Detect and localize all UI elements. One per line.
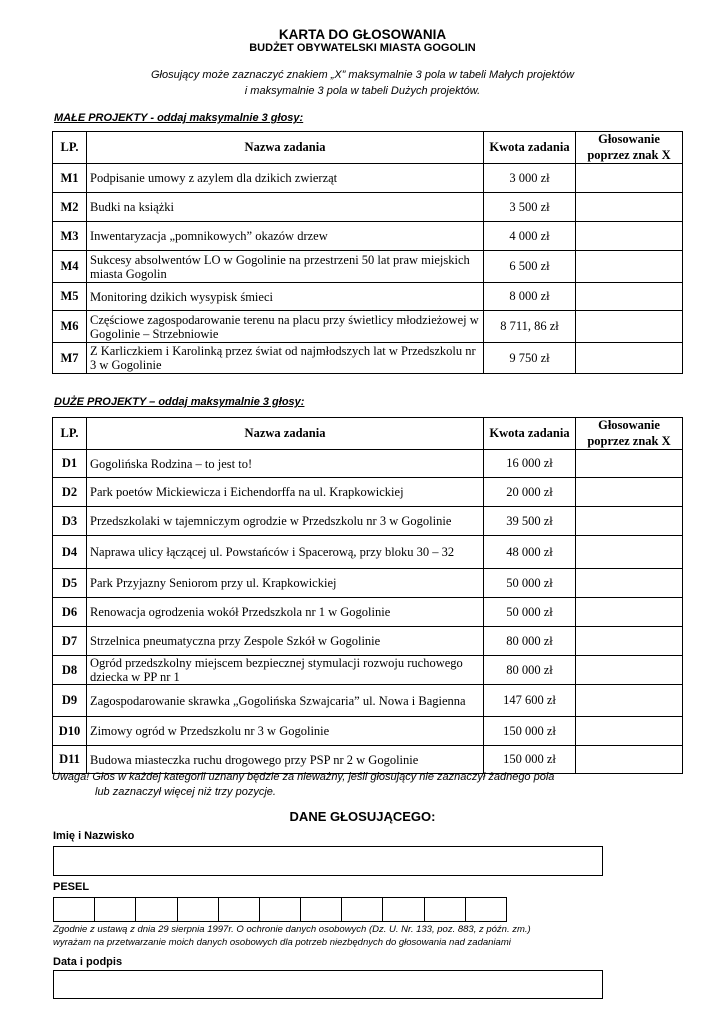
project-lp: D8 [53, 656, 87, 685]
project-name: Z Karliczkiem i Karolinką przez świat od najmłodszych lat w Przedszkolu nr 3 w Gogolinie [87, 343, 484, 374]
pesel-digit-box[interactable] [177, 898, 218, 922]
project-amount: 4 000 zł [484, 222, 576, 251]
large-projects-rows [53, 450, 683, 774]
large-projects-heading: DUŻE PROJEKTY – oddaj maksymalnie 3 głosy: [54, 396, 305, 408]
small-projects-rows [53, 164, 683, 374]
column-header-lp: LP. [53, 418, 87, 450]
project-amount: 8 711, 86 zł [484, 311, 576, 343]
project-row [53, 450, 683, 478]
project-amount: 6 500 zł [484, 251, 576, 283]
project-amount: 3 000 zł [484, 164, 576, 193]
pesel-digit-box[interactable] [218, 898, 259, 922]
column-header-name: Nazwa zadania [87, 132, 484, 164]
vote-checkbox-cell[interactable] [576, 656, 683, 685]
column-header-amount: Kwota zadania [484, 132, 576, 164]
small-projects-heading: MAŁE PROJEKTY - oddaj maksymalnie 3 głosy: [54, 112, 304, 124]
project-row [53, 343, 683, 374]
project-amount: 150 000 zł [484, 717, 576, 746]
project-amount: 147 600 zł [484, 685, 576, 717]
pesel-digit-box[interactable] [383, 898, 424, 922]
project-amount: 8 000 zł [484, 283, 576, 311]
instructions-line-2: i maksymalnie 3 pola w tabeli Dużych projektów. [244, 85, 481, 97]
project-name: Zimowy ogród w Przedszkolu nr 3 w Gogolinie [87, 717, 484, 746]
vote-checkbox-cell[interactable] [576, 283, 683, 311]
date-signature-field[interactable] [53, 970, 603, 999]
pesel-digit-box[interactable] [54, 898, 95, 922]
pesel-label: PESEL [53, 881, 90, 893]
project-lp: M6 [53, 311, 87, 343]
project-amount: 50 000 zł [484, 598, 576, 627]
project-amount: 50 000 zł [484, 569, 576, 598]
project-lp: M3 [53, 222, 87, 251]
project-amount: 3 500 zł [484, 193, 576, 222]
ballot-subtitle: BUDŻET OBYWATELSKI MIASTA GOGOLIN [249, 42, 476, 54]
project-name: Monitoring dzikich wysypisk śmieci [87, 283, 484, 311]
project-row [53, 536, 683, 569]
project-lp: D2 [53, 478, 87, 507]
pesel-digit-box[interactable] [95, 898, 136, 922]
voter-data-heading: DANE GŁOSUJĄCEGO: [289, 809, 436, 824]
project-lp: D1 [53, 450, 87, 478]
project-amount: 39 500 zł [484, 507, 576, 536]
project-amount: 80 000 zł [484, 627, 576, 656]
project-row [53, 507, 683, 536]
vote-checkbox-cell[interactable] [576, 478, 683, 507]
vote-checkbox-cell[interactable] [576, 343, 683, 374]
project-name: Podpisanie umowy z azylem dla dzikich zwierząt [87, 164, 484, 193]
vote-checkbox-cell[interactable] [576, 598, 683, 627]
project-row [53, 478, 683, 507]
vote-checkbox-cell[interactable] [576, 164, 683, 193]
project-row [53, 569, 683, 598]
vote-checkbox-cell[interactable] [576, 193, 683, 222]
project-row [53, 598, 683, 627]
vote-checkbox-cell[interactable] [576, 222, 683, 251]
ballot-title: KARTA DO GŁOSOWANIA [278, 27, 447, 42]
full-name-label: Imię i Nazwisko [53, 830, 135, 842]
project-amount: 9 750 zł [484, 343, 576, 374]
column-header-lp: LP. [53, 132, 87, 164]
project-name: Sukcesy absolwentów LO w Gogolinie na przestrzeni 50 lat praw miejskich miasta Gogolin [87, 251, 484, 283]
project-lp: M2 [53, 193, 87, 222]
project-amount: 48 000 zł [484, 536, 576, 569]
project-row [53, 222, 683, 251]
pesel-digit-box[interactable] [259, 898, 300, 922]
project-row [53, 283, 683, 311]
project-row [53, 656, 683, 685]
column-header-amount: Kwota zadania [484, 418, 576, 450]
project-lp: M5 [53, 283, 87, 311]
vote-checkbox-cell[interactable] [576, 746, 683, 774]
project-name: Renowacja ogrodzenia wokół Przedszkola nr 1 w Gogolinie [87, 598, 484, 627]
vote-checkbox-cell[interactable] [576, 627, 683, 656]
project-row [53, 193, 683, 222]
project-name: Ogród przedszkolny miejscem bezpiecznej stymulacji rozwoju ruchowego dziecka w PP nr 1 [87, 656, 484, 685]
project-name: Inwentaryzacja „pomnikowych” okazów drzew [87, 222, 484, 251]
project-row [53, 164, 683, 193]
project-amount: 16 000 zł [484, 450, 576, 478]
vote-checkbox-cell[interactable] [576, 450, 683, 478]
column-header-vote: Głosowanie poprzez znak X [576, 132, 683, 164]
project-lp: M7 [53, 343, 87, 374]
pesel-digit-box[interactable] [136, 898, 177, 922]
project-name: Przedszkolaki w tajemniczym ogrodzie w Przedszkolu nr 3 w Gogolinie [87, 507, 484, 536]
project-lp: D9 [53, 685, 87, 717]
project-name: Naprawa ulicy łączącej ul. Powstańców i Spacerową, przy bloku 30 – 32 [87, 536, 484, 569]
full-name-field[interactable] [53, 846, 603, 876]
vote-checkbox-cell[interactable] [576, 507, 683, 536]
project-lp: D4 [53, 536, 87, 569]
project-lp: D5 [53, 569, 87, 598]
project-lp: D3 [53, 507, 87, 536]
vote-checkbox-cell[interactable] [576, 685, 683, 717]
pesel-digit-box[interactable] [424, 898, 465, 922]
project-name: Częściowe zagospodarowanie terenu na placu przy świetlicy młodzieżowej w Gogolinie – Strzebniowie [87, 311, 484, 343]
column-header-name: Nazwa zadania [87, 418, 484, 450]
project-name: Budki na książki [87, 193, 484, 222]
column-header-vote: Głosowanie poprzez znak X [576, 418, 683, 450]
project-lp: D11 [53, 746, 87, 774]
instructions-line-1: Głosujący może zaznaczyć znakiem „X” maksymalnie 3 pola w tabeli Małych projektów [150, 69, 575, 81]
large-projects-table [52, 417, 683, 774]
pesel-field[interactable] [53, 897, 507, 922]
project-row [53, 717, 683, 746]
project-row [53, 746, 683, 774]
project-amount: 150 000 zł [484, 746, 576, 774]
project-lp: D6 [53, 598, 87, 627]
project-name: Strzelnica pneumatyczna przy Zespole Szkół w Gogolinie [87, 627, 484, 656]
date-signature-label: Data i podpis [53, 956, 123, 968]
pesel-digit-box[interactable] [465, 898, 506, 922]
project-lp: D7 [53, 627, 87, 656]
consent-line-2: wyrażam na przetwarzanie moich danych osobowych dla potrzeb niezbędnych do głosowania nad zadaniami [53, 937, 511, 948]
vote-checkbox-cell[interactable] [576, 311, 683, 343]
consent-line-1: Zgodnie z ustawą z dnia 29 sierpnia 1997r. O ochronie danych osobowych (Dz. U. Nr. 133, poz. 883, z późn. zm.) [53, 924, 531, 935]
vote-checkbox-cell[interactable] [576, 717, 683, 746]
project-name: Park Przyjazny Seniorom przy ul. Krapkowickiej [87, 569, 484, 598]
project-name: Budowa miasteczka ruchu drogowego przy PSP nr 2 w Gogolinie [87, 746, 484, 774]
project-name: Zagospodarowanie skrawka „Gogolińska Szwajcaria” ul. Nowa i Bagienna [87, 685, 484, 717]
project-row [53, 685, 683, 717]
vote-checkbox-cell[interactable] [576, 536, 683, 569]
warning-line-1: Uwaga! Głos w każdej kategorii uznany będzie za nieważny, jeśli głosujący nie zaznaczył żadnego pola [52, 771, 555, 783]
project-lp: M4 [53, 251, 87, 283]
project-lp: D10 [53, 717, 87, 746]
small-projects-table [52, 131, 683, 374]
pesel-digit-box[interactable] [342, 898, 383, 922]
project-amount: 80 000 zł [484, 656, 576, 685]
vote-checkbox-cell[interactable] [576, 251, 683, 283]
project-amount: 20 000 zł [484, 478, 576, 507]
pesel-digit-box[interactable] [301, 898, 342, 922]
project-lp: M1 [53, 164, 87, 193]
project-name: Gogolińska Rodzina – to jest to! [87, 450, 484, 478]
project-row [53, 311, 683, 343]
project-name: Park poetów Mickiewicza i Eichendorffa na ul. Krapkowickiej [87, 478, 484, 507]
warning-line-2: lub zaznaczył więcej niż trzy pozycje. [95, 786, 276, 798]
project-row [53, 627, 683, 656]
project-row [53, 251, 683, 283]
vote-checkbox-cell[interactable] [576, 569, 683, 598]
